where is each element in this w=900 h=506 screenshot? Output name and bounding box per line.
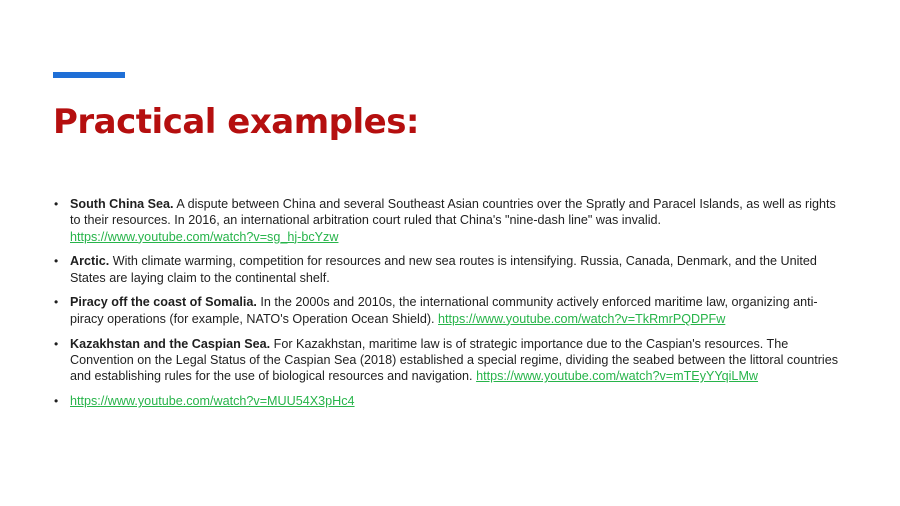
bullet-lead: Arctic. (70, 254, 110, 269)
bullet-dot-icon: • (54, 336, 59, 351)
slide-title: Practical examples: (53, 102, 420, 142)
bullet-item-somalia-piracy (52, 294, 842, 327)
bullet-item-caspian-sea (52, 336, 842, 385)
bullet-lead: Piracy off the coast of Somalia. (70, 295, 257, 310)
video-link[interactable]: https://www.youtube.com/watch?v=TkRmrPQDPFw (438, 311, 726, 326)
bullet-text: For Kazakhstan, maritime law is of strategic importance due to the Caspian's resources. The Convention on the Legal Status of the Caspian Sea (2018) established a special regime, dividing the seabed between the littoral countries and establishing rules for the use of biological resources and navigation. (70, 336, 839, 384)
bullet-item-south-china-sea (52, 196, 842, 245)
bullet-item-arctic (52, 253, 842, 286)
bullet-text: In the 2000s and 2010s, the international community actively enforced maritime law, organizing anti-piracy operations (for example, NATO's Operation Ocean Shield). (70, 295, 818, 326)
bullet-text: With climate warming, competition for resources and new sea routes is intensifying. Russia, Canada, Denmark, and the United States are laying claim to the continental shelf. (70, 254, 817, 285)
bullet-list (52, 196, 842, 418)
bullet-text: A dispute between China and several Southeast Asian countries over the Spratly and Paracel Islands, as well as rights to their resources. In 2016, an international arbitration court ruled that China's "nine-dash line" was invalid. (70, 197, 836, 228)
bullet-item-link-only (52, 393, 842, 409)
bullet-dot-icon: • (54, 295, 59, 310)
video-link[interactable]: https://www.youtube.com/watch?v=sg_hj-bcYzw (70, 229, 339, 244)
video-link[interactable]: https://www.youtube.com/watch?v=mTEyYYqiLMw (476, 369, 759, 384)
bullet-lead: South China Sea. (70, 197, 174, 211)
video-link[interactable]: https://www.youtube.com/watch?v=MUU54X3pHc4 (70, 393, 355, 408)
bullet-dot-icon: • (54, 393, 59, 408)
bullet-dot-icon: • (54, 254, 59, 269)
bullet-lead: Kazakhstan and the Caspian Sea. (70, 336, 271, 351)
title-accent-bar (53, 72, 125, 78)
bullet-dot-icon: • (54, 197, 59, 211)
